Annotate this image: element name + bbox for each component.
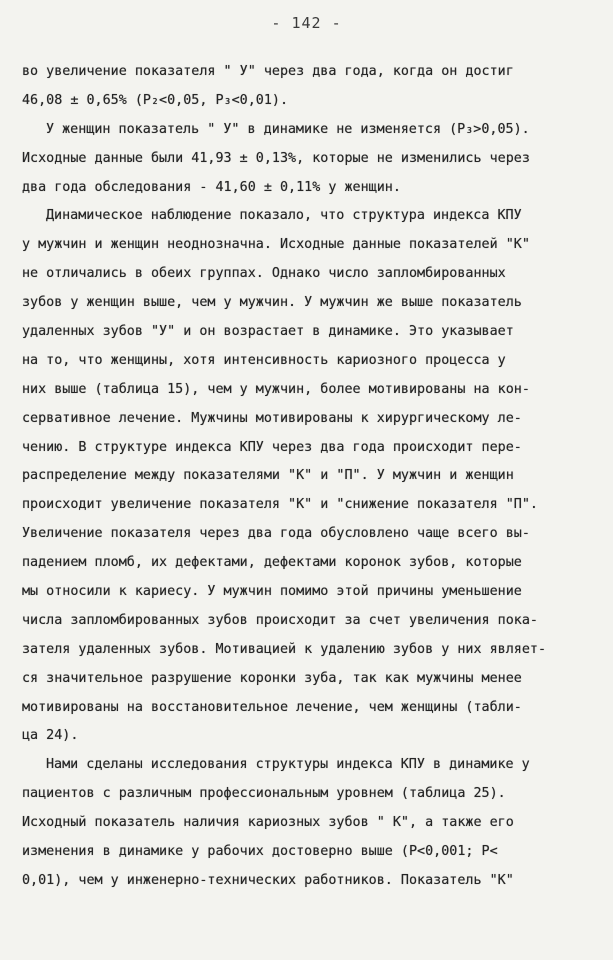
text-line: не отличались в обеих группах. Однако число запломбированных [22,266,506,282]
text-line: У женщин показатель " У" в динамике не изменяется (P₃>0,05). [46,121,530,137]
text-line: зателя удаленных зубов. Мотивацией к удалению зубов у них являет- [22,641,547,657]
text-line: Увеличение показателя через два года обусловлено чаще всего вы- [22,526,530,542]
text-line: зубов у женщин выше, чем у мужчин. У мужчин же выше показатель [22,295,522,311]
text-line: 0,01), чем у инженерно-технических работников. Показатель "К" [22,872,514,888]
text-line: распределение между показателями "К" и "П". У мужчин и женщин [22,468,514,484]
body-text [22,58,570,896]
text-line: происходит увеличение показателя "К" и "снижение показателя "П". [22,497,538,513]
text-line: удаленных зубов "У" и он возрастает в динамике. Это указывает [22,324,514,340]
page-number: - 142 - [271,14,342,32]
text-line: Исходный показатель наличия кариозных зубов " К", а также его [22,815,514,831]
text-line: мы относили к кариесу. У мужчин помимо этой причины уменьшение [22,584,522,600]
text-line: Исходные данные были 41,93 ± 0,13%, которые не изменились через [22,150,530,166]
text-line: чению. В структуре индекса КПУ через два года происходит пере- [22,439,522,455]
text-line: на то, что женщины, хотя интенсивность кариозного процесса у [22,352,506,368]
text-line: мотивированы на восстановительное лечение, чем женщины (табли- [22,699,522,715]
text-line: сервативное лечение. Мужчины мотивированы к хирургическому ле- [22,410,522,426]
text-line: числа запломбированных зубов происходит за счет увеличения пока- [22,612,538,628]
text-line: ца 24). [22,728,79,744]
text-line: во увеличение показателя " У" через два года, когда он достиг [22,64,514,79]
text-line: 46,08 ± 0,65% (P₂<0,05, P₃<0,01). [22,92,289,108]
text-line: падением пломб, их дефектами, дефектами коронок зубов, которые [22,555,522,571]
text-line: изменения в динамике у рабочих достоверно выше (P<0,001; P< [22,844,498,860]
text-line: пациентов с различным профессиональным уровнем (таблица 25). [22,786,506,802]
text-line: у мужчин и женщин неоднозначна. Исходные данные показателей "К" [22,237,530,253]
text-line: Нами сделаны исследования структуры индекса КПУ в динамике у [46,757,530,773]
text-line: Динамическое наблюдение показало, что структура индекса КПУ [46,208,522,224]
text-line: два года обследования - 41,60 ± 0,11% у женщин. [22,179,401,195]
text-line: ся значительное разрушение коронки зуба, так как мужчины менее [22,670,522,686]
text-line: них выше (таблица 15), чем у мужчин, более мотивированы на кон- [22,381,530,397]
